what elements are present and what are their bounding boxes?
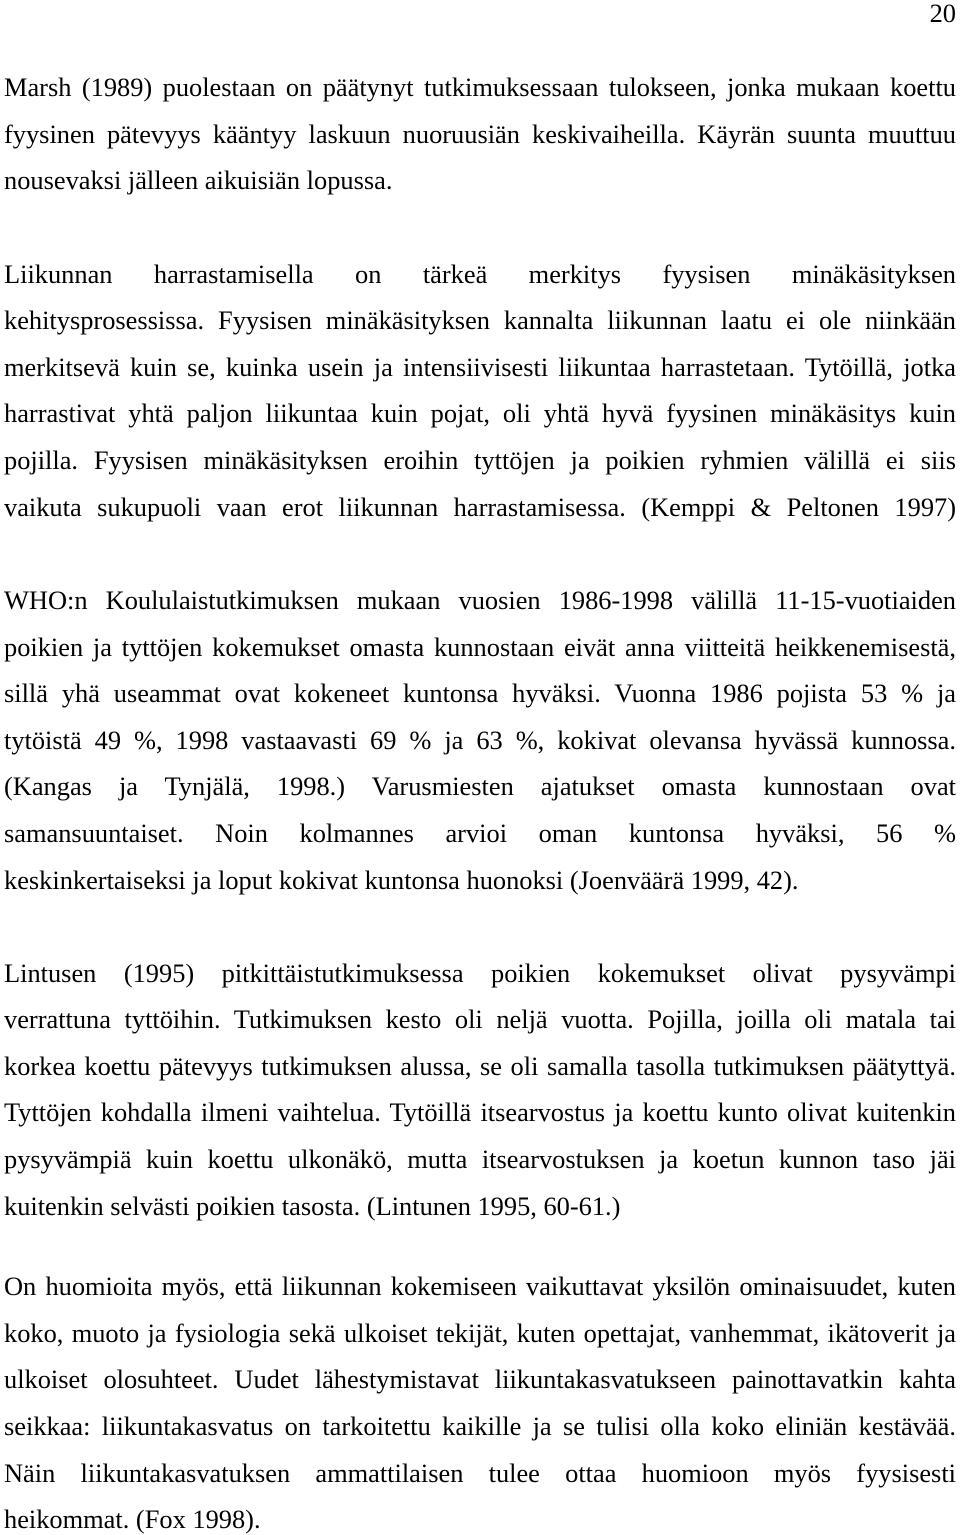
text-line: tytöistä 49 %, 1998 vastaavasti 69 % ja 63 %, kokivat olevansa hyvässä kunnossa.: [4, 724, 956, 755]
text-line: pojilla. Fyysisen minäkäsityksen eroihin tyttöjen ja poikien ryhmien välillä ei siis: [4, 445, 956, 476]
text-line: Tyttöjen kohdalla ilmeni vaihtelua. Tytöillä itsearvostus ja koettu kunto olivat kuitenkin: [4, 1097, 956, 1128]
text-line: WHO:n Koululaistutkimuksen mukaan vuosien 1986-1998 välillä 11-15-vuotiaiden: [4, 585, 956, 615]
text-line: koko, muoto ja fysiologia sekä ulkoiset tekijät, kuten opettajat, vanhemmat, ikätoverit ja: [4, 1317, 956, 1348]
page-number: 20: [929, 0, 956, 28]
paragraph: [4, 73, 956, 195]
paragraph: [4, 586, 956, 895]
text-line: (Kangas ja Tynjälä, 1998.) Varusmiesten ajatukset omasta kunnostaan ovat: [4, 771, 956, 802]
text-line: Lintusen (1995) pitkittäistutkimuksessa poikien kokemukset olivat pysyvämpi: [4, 957, 956, 988]
text-line: keskinkertaiseksi ja loput kokivat kuntonsa huonoksi (Joenväärä 1999, 42).: [4, 864, 799, 895]
text-line: seikkaa: liikuntakasvatus on tarkoitettu kaikille ja se tulisi olla koko eliniän kestävää.: [4, 1411, 956, 1442]
text-line: sillä yhä useammat ovat kokeneet kuntonsa hyväksi. Vuonna 1986 pojista 53 % ja: [4, 678, 956, 709]
paragraph: [4, 1272, 956, 1534]
text-line: nousevaksi jälleen aikuisiän lopussa.: [4, 165, 393, 196]
text-line: On huomioita myös, että liikunnan kokemiseen vaikuttavat yksilön ominaisuudet, kuten: [4, 1271, 956, 1302]
paragraph: [4, 260, 956, 522]
text-line: merkitsevä kuin se, kuinka usein ja intensiivisesti liikuntaa harrastetaan. Tytöillä, jotka: [4, 351, 956, 382]
text-line: verrattuna tyttöihin. Tutkimuksen kesto oli neljä vuotta. Pojilla, joilla oli matala tai: [4, 1004, 956, 1035]
text-line: ulkoiset olosuhteet. Uudet lähestymistavat liikuntakasvatukseen painottavatkin kahta: [4, 1364, 956, 1395]
text-line: harrastivat yhtä paljon liikuntaa kuin pojat, oli yhtä hyvä fyysinen minäkäsitys kuin: [4, 398, 956, 429]
text-line: Liikunnan harrastamisella on tärkeä merkitys fyysisen minäkäsityksen: [4, 258, 956, 289]
text-line: kehitysprosessissa. Fyysisen minäkäsityksen kannalta liikunnan laatu ei ole niinkään: [4, 305, 956, 336]
text-line: korkea koettu pätevyys tutkimuksen alussa, se oli samalla tasolla tutkimuksen päätyttyä.: [4, 1050, 956, 1081]
text-line: fyysinen pätevyys kääntyy laskuun nuoruusiän keskivaiheilla. Käyrän suunta muuttuu: [4, 118, 956, 149]
paragraph: [4, 959, 956, 1221]
text-line: pysyvämpiä kuin koettu ulkonäkö, mutta itsearvostuksen ja koetun kunnon taso jäi: [4, 1144, 956, 1175]
text-line: samansuuntaiset. Noin kolmannes arvioi oman kuntonsa hyväksi, 56 %: [4, 817, 956, 848]
text-line: kuitenkin selvästi poikien tasosta. (Lintunen 1995, 60-61.): [4, 1190, 621, 1221]
text-line: Näin liikuntakasvatuksen ammattilaisen tulee ottaa huomioon myös fyysisesti: [4, 1457, 956, 1488]
text-line: vaikuta sukupuoli vaan erot liikunnan harrastamisessa. (Kemppi & Peltonen 1997): [4, 491, 956, 522]
text-line: poikien ja tyttöjen kokemukset omasta kunnostaan eivät anna viitteitä heikkenemisestä,: [4, 631, 956, 662]
text-line: Marsh (1989) puolestaan on päätynyt tutkimuksessaan tulokseen, jonka mukaan koettu: [4, 72, 956, 103]
text-line: heikommat. (Fox 1998).: [4, 1504, 261, 1535]
